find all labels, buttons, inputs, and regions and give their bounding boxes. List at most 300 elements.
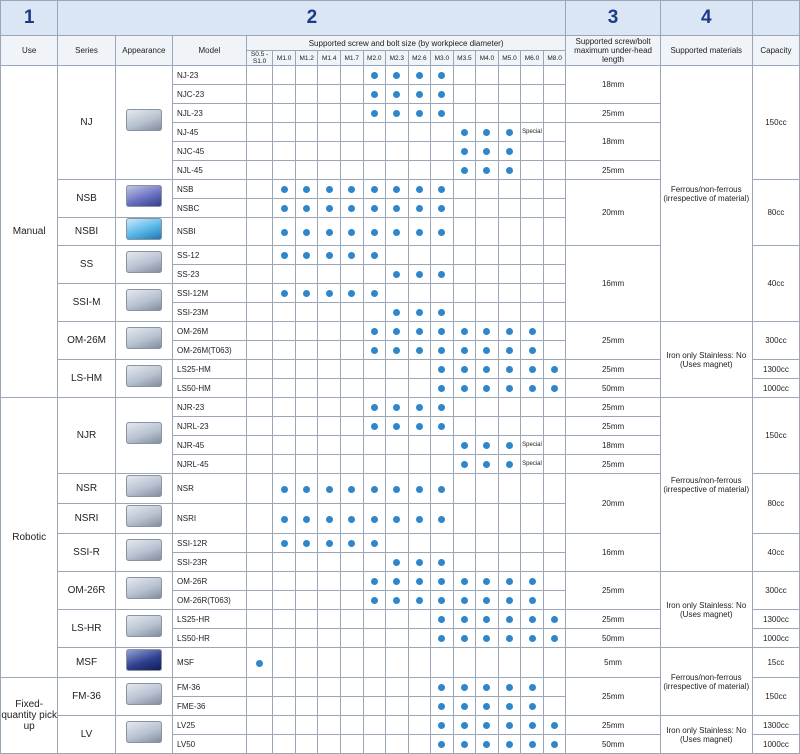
empty-size-cell (431, 455, 454, 474)
supported-dot-icon (326, 229, 333, 236)
model-cell: SSI-12M (173, 284, 247, 303)
table-row (1, 66, 800, 85)
empty-size-cell (246, 161, 273, 180)
section-number-blank (752, 1, 799, 36)
size-header-cell: M1.7 (340, 51, 363, 66)
supported-dot-icon (506, 148, 513, 155)
empty-size-cell (246, 735, 273, 754)
size-header-cell: M4.0 (476, 51, 499, 66)
empty-size-cell (386, 629, 409, 648)
support-cell (476, 572, 499, 591)
empty-size-cell (273, 678, 296, 697)
support-cell (431, 678, 454, 697)
materials-header: Supported materials (660, 36, 752, 66)
empty-size-cell (246, 474, 273, 504)
empty-size-cell (543, 123, 566, 142)
supported-dot-icon (371, 252, 378, 259)
supported-dot-icon (551, 385, 558, 392)
empty-size-cell (246, 417, 273, 436)
empty-size-cell (363, 436, 386, 455)
supported-dot-icon (438, 328, 445, 335)
empty-size-cell (521, 66, 544, 85)
empty-size-cell (408, 697, 431, 716)
length-cell: 5mm (566, 648, 660, 678)
support-cell (498, 322, 521, 341)
empty-size-cell (543, 322, 566, 341)
empty-size-cell (521, 218, 544, 246)
support-cell (386, 572, 409, 591)
appearance-cell (115, 610, 172, 648)
supported-dot-icon (438, 229, 445, 236)
product-image (126, 721, 162, 743)
supported-dot-icon (393, 559, 400, 566)
empty-size-cell (246, 553, 273, 572)
empty-size-cell (453, 199, 476, 218)
support-cell (408, 85, 431, 104)
model-cell: OM-26M(T063) (173, 341, 247, 360)
support-cell (318, 474, 341, 504)
support-cell (498, 678, 521, 697)
empty-size-cell (453, 303, 476, 322)
empty-size-cell (543, 199, 566, 218)
support-cell (521, 360, 544, 379)
empty-size-cell (340, 697, 363, 716)
support-cell (386, 341, 409, 360)
empty-size-cell (543, 265, 566, 284)
supported-dot-icon (551, 722, 558, 729)
empty-size-cell (246, 341, 273, 360)
capacity-cell: 1300cc (752, 716, 799, 735)
empty-size-cell (498, 504, 521, 534)
supported-dot-icon (348, 516, 355, 523)
empty-size-cell (318, 360, 341, 379)
empty-size-cell (363, 379, 386, 398)
empty-size-cell (340, 123, 363, 142)
empty-size-cell (498, 104, 521, 123)
supported-dot-icon (416, 347, 423, 354)
empty-size-cell (386, 648, 409, 678)
empty-size-cell (340, 417, 363, 436)
empty-size-cell (318, 697, 341, 716)
empty-size-cell (340, 629, 363, 648)
use-cell: Manual (1, 66, 58, 398)
empty-size-cell (363, 610, 386, 629)
empty-size-cell (318, 123, 341, 142)
support-cell (453, 697, 476, 716)
supported-dot-icon (371, 404, 378, 411)
empty-size-cell (363, 629, 386, 648)
empty-size-cell (408, 678, 431, 697)
empty-size-cell (453, 218, 476, 246)
support-cell (431, 398, 454, 417)
support-cell (453, 678, 476, 697)
supported-dot-icon (461, 741, 468, 748)
support-cell (476, 716, 499, 735)
supported-dot-icon (506, 347, 513, 354)
support-cell (498, 735, 521, 754)
empty-size-cell (363, 265, 386, 284)
empty-size-cell (408, 360, 431, 379)
appearance-cell (115, 246, 172, 284)
empty-size-cell (363, 123, 386, 142)
supported-dot-icon (371, 423, 378, 430)
capacity-cell: 300cc (752, 572, 799, 610)
empty-size-cell (386, 697, 409, 716)
length-cell: 25mm (566, 104, 660, 123)
empty-size-cell (295, 379, 318, 398)
supported-dot-icon (529, 616, 536, 623)
empty-size-cell (453, 246, 476, 265)
model-cell: NJL-23 (173, 104, 247, 123)
capacity-cell: 15cc (752, 648, 799, 678)
supported-dot-icon (416, 578, 423, 585)
supported-dot-icon (438, 366, 445, 373)
model-cell: NJC-45 (173, 142, 247, 161)
section-number-2: 2 (58, 1, 566, 36)
empty-size-cell (295, 66, 318, 85)
support-cell (295, 474, 318, 504)
empty-size-cell (408, 161, 431, 180)
support-cell (453, 161, 476, 180)
series-cell: LV (58, 716, 115, 754)
use-cell: Fixed-quantity pick up (1, 678, 58, 754)
capacity-cell: 150cc (752, 678, 799, 716)
empty-size-cell (386, 610, 409, 629)
support-cell (476, 591, 499, 610)
empty-size-cell (340, 716, 363, 735)
support-cell (386, 180, 409, 199)
empty-size-cell (498, 265, 521, 284)
length-cell: 50mm (566, 379, 660, 398)
empty-size-cell (408, 455, 431, 474)
model-cell: MSF (173, 648, 247, 678)
supported-dot-icon (438, 516, 445, 523)
support-cell (386, 66, 409, 85)
supported-dot-icon (393, 328, 400, 335)
empty-size-cell (273, 265, 296, 284)
support-cell (386, 104, 409, 123)
supported-dot-icon (506, 129, 513, 136)
empty-size-cell (476, 66, 499, 85)
empty-size-cell (476, 199, 499, 218)
empty-size-cell (543, 697, 566, 716)
supported-dot-icon (416, 328, 423, 335)
supported-dot-icon (416, 516, 423, 523)
support-cell (295, 504, 318, 534)
empty-size-cell (295, 648, 318, 678)
empty-size-cell (386, 142, 409, 161)
support-cell (408, 180, 431, 199)
support-cell (386, 322, 409, 341)
support-cell (521, 697, 544, 716)
empty-size-cell (340, 360, 363, 379)
supported-dot-icon (281, 229, 288, 236)
empty-size-cell (318, 104, 341, 123)
series-cell: LS-HR (58, 610, 115, 648)
supported-dot-icon (461, 129, 468, 136)
empty-size-cell (246, 504, 273, 534)
support-cell (386, 303, 409, 322)
size-header-cell: M3.5 (453, 51, 476, 66)
supported-dot-icon (438, 703, 445, 710)
support-cell (453, 455, 476, 474)
appearance-cell (115, 716, 172, 754)
support-cell (340, 474, 363, 504)
supported-dot-icon (483, 129, 490, 136)
supported-dot-icon (326, 205, 333, 212)
empty-size-cell (498, 398, 521, 417)
empty-size-cell (340, 379, 363, 398)
empty-size-cell (476, 180, 499, 199)
support-cell (543, 629, 566, 648)
empty-size-cell (543, 341, 566, 360)
supported-dot-icon (393, 486, 400, 493)
length-cell: 25mm (566, 322, 660, 360)
supported-dot-icon (483, 684, 490, 691)
supported-dot-icon (326, 516, 333, 523)
appearance-header: Appearance (115, 36, 172, 66)
empty-size-cell (543, 534, 566, 553)
support-cell (431, 303, 454, 322)
empty-size-cell (453, 534, 476, 553)
supported-dot-icon (371, 91, 378, 98)
supported-dot-icon (438, 578, 445, 585)
series-header: Series (58, 36, 115, 66)
empty-size-cell (453, 398, 476, 417)
supported-dot-icon (506, 722, 513, 729)
supported-dot-icon (506, 366, 513, 373)
empty-size-cell (246, 303, 273, 322)
empty-size-cell (318, 303, 341, 322)
supported-dot-icon (326, 540, 333, 547)
appearance-cell (115, 504, 172, 534)
supported-dot-icon (416, 186, 423, 193)
support-cell (363, 85, 386, 104)
support-cell (431, 379, 454, 398)
table-row (1, 322, 800, 341)
empty-size-cell (453, 66, 476, 85)
model-cell: NJR-23 (173, 398, 247, 417)
empty-size-cell (246, 85, 273, 104)
empty-size-cell (246, 534, 273, 553)
supported-dot-icon (371, 186, 378, 193)
appearance-cell (115, 322, 172, 360)
length-cell: 25mm (566, 161, 660, 180)
supported-dot-icon (393, 516, 400, 523)
support-cell (543, 735, 566, 754)
support-cell (363, 218, 386, 246)
support-cell (543, 716, 566, 735)
empty-size-cell (246, 246, 273, 265)
model-cell: NJRL-23 (173, 417, 247, 436)
materials-cell: Iron only Stainless: No (Uses magnet) (660, 716, 752, 754)
empty-size-cell (386, 678, 409, 697)
supported-dot-icon (393, 205, 400, 212)
materials-cell: Ferrous/non-ferrous (irrespective of material) (660, 398, 752, 572)
empty-size-cell (476, 553, 499, 572)
empty-size-cell (295, 436, 318, 455)
supported-dot-icon (529, 578, 536, 585)
supported-dot-icon (281, 290, 288, 297)
empty-size-cell (476, 648, 499, 678)
empty-size-cell (340, 161, 363, 180)
empty-size-cell (453, 553, 476, 572)
supported-dot-icon (303, 205, 310, 212)
empty-size-cell (318, 66, 341, 85)
empty-size-cell (408, 142, 431, 161)
product-image (126, 475, 162, 497)
model-cell: SS-12 (173, 246, 247, 265)
supported-dot-icon (438, 486, 445, 493)
support-cell (273, 284, 296, 303)
supported-dot-icon (393, 347, 400, 354)
empty-size-cell (246, 322, 273, 341)
empty-size-cell (340, 303, 363, 322)
support-cell (363, 199, 386, 218)
empty-size-cell (246, 379, 273, 398)
empty-size-cell (295, 678, 318, 697)
empty-size-cell (273, 360, 296, 379)
supported-dot-icon (393, 110, 400, 117)
empty-size-cell (295, 697, 318, 716)
model-cell: SSI-23R (173, 553, 247, 572)
table-row (1, 572, 800, 591)
supported-dot-icon (529, 366, 536, 373)
table-row (1, 398, 800, 417)
supported-dot-icon (506, 635, 513, 642)
length-cell: 18mm (566, 123, 660, 161)
support-cell (498, 697, 521, 716)
support-cell (340, 180, 363, 199)
supported-dot-icon (483, 616, 490, 623)
empty-size-cell (386, 436, 409, 455)
capacity-cell: 150cc (752, 398, 799, 474)
support-cell (498, 436, 521, 455)
supported-dot-icon (393, 72, 400, 79)
empty-size-cell (543, 572, 566, 591)
supported-dot-icon (416, 110, 423, 117)
model-cell: NJC-23 (173, 85, 247, 104)
support-cell (408, 417, 431, 436)
empty-size-cell (318, 553, 341, 572)
empty-size-cell (246, 678, 273, 697)
model-cell: LS50-HM (173, 379, 247, 398)
support-cell (431, 629, 454, 648)
empty-size-cell (273, 322, 296, 341)
empty-size-cell (386, 455, 409, 474)
empty-size-cell (521, 199, 544, 218)
support-cell (318, 199, 341, 218)
model-header: Model (173, 36, 247, 66)
supported-dot-icon (461, 442, 468, 449)
empty-size-cell (453, 417, 476, 436)
appearance-cell (115, 284, 172, 322)
length-cell: 50mm (566, 629, 660, 648)
support-cell (408, 104, 431, 123)
empty-size-cell (246, 629, 273, 648)
supported-dot-icon (371, 347, 378, 354)
capacity-cell: 150cc (752, 66, 799, 180)
support-cell (363, 180, 386, 199)
empty-size-cell (340, 455, 363, 474)
empty-size-cell (543, 161, 566, 180)
empty-size-cell (431, 142, 454, 161)
support-cell (521, 678, 544, 697)
support-cell (431, 474, 454, 504)
supported-dot-icon (506, 578, 513, 585)
header-row-1 (1, 36, 800, 51)
empty-size-cell (476, 474, 499, 504)
length-cell: 18mm (566, 66, 660, 104)
support-cell (498, 360, 521, 379)
support-cell (521, 610, 544, 629)
empty-size-cell (386, 534, 409, 553)
series-cell: OM-26R (58, 572, 115, 610)
support-cell (431, 218, 454, 246)
empty-size-cell (246, 180, 273, 199)
supported-dot-icon (393, 229, 400, 236)
supported-dot-icon (348, 540, 355, 547)
empty-size-cell (453, 85, 476, 104)
support-cell (453, 629, 476, 648)
supported-dot-icon (416, 559, 423, 566)
support-cell (498, 455, 521, 474)
empty-size-cell (521, 265, 544, 284)
empty-size-cell (318, 572, 341, 591)
empty-size-cell (340, 553, 363, 572)
empty-size-cell (318, 455, 341, 474)
supported-dot-icon (371, 540, 378, 547)
appearance-cell (115, 572, 172, 610)
size-header-cell: M2.3 (386, 51, 409, 66)
empty-size-cell (521, 142, 544, 161)
empty-size-cell (318, 610, 341, 629)
materials-cell: Ferrous/non-ferrous (irrespective of material) (660, 648, 752, 716)
support-cell (476, 341, 499, 360)
support-cell (363, 504, 386, 534)
supported-dot-icon (483, 597, 490, 604)
support-cell (521, 572, 544, 591)
support-cell (453, 379, 476, 398)
empty-size-cell (273, 591, 296, 610)
support-cell (476, 697, 499, 716)
supported-dot-icon (529, 703, 536, 710)
special-label: Special (521, 436, 544, 455)
support-cell (363, 322, 386, 341)
model-cell: LV50 (173, 735, 247, 754)
empty-size-cell (273, 629, 296, 648)
empty-size-cell (498, 85, 521, 104)
support-cell (273, 474, 296, 504)
supported-dot-icon (303, 229, 310, 236)
empty-size-cell (295, 142, 318, 161)
supported-dot-icon (551, 635, 558, 642)
empty-size-cell (295, 85, 318, 104)
empty-size-cell (386, 123, 409, 142)
support-cell (318, 218, 341, 246)
support-cell (273, 504, 296, 534)
empty-size-cell (521, 398, 544, 417)
empty-size-cell (340, 610, 363, 629)
support-cell (363, 534, 386, 553)
empty-size-cell (476, 398, 499, 417)
supported-dot-icon (438, 271, 445, 278)
support-cell (431, 735, 454, 754)
support-cell (521, 379, 544, 398)
capacity-header: Capacity (752, 36, 799, 66)
model-cell: SS-23 (173, 265, 247, 284)
supported-dot-icon (461, 635, 468, 642)
